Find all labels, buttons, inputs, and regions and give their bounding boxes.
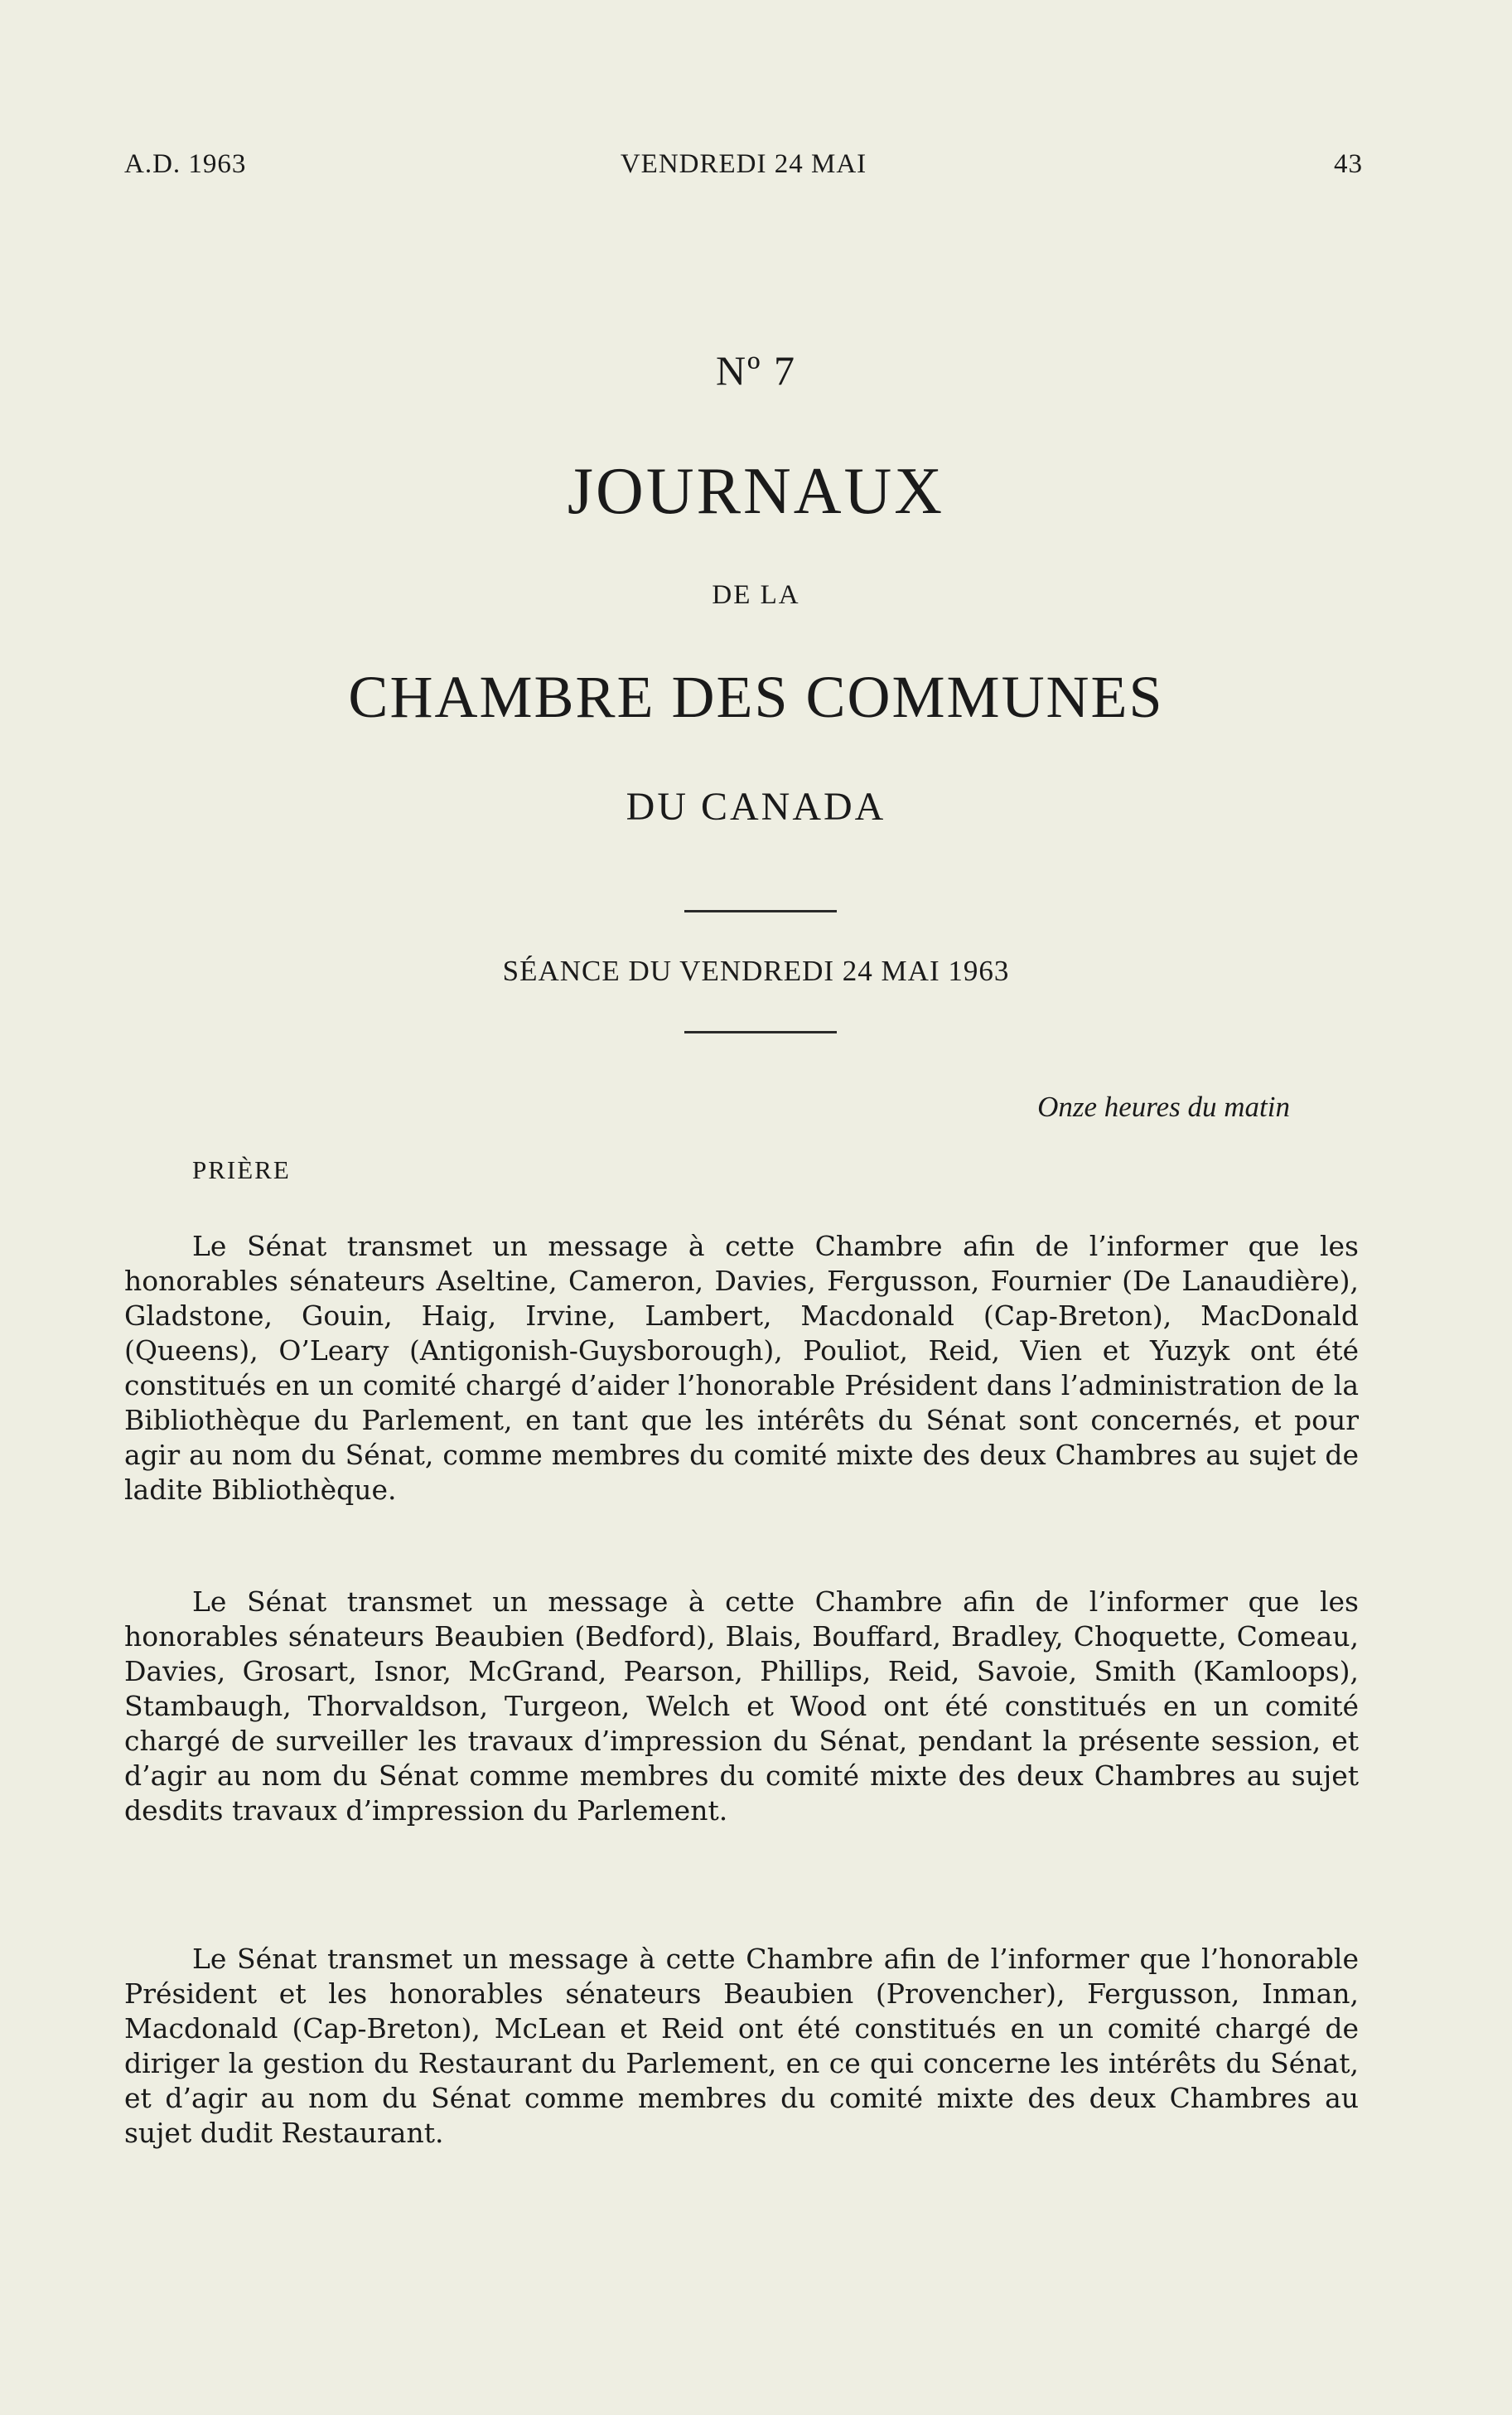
session-heading: SÉANCE DU VENDREDI 24 MAI 1963 <box>502 955 1010 987</box>
title-de-la: DE LA <box>712 580 800 610</box>
title-chambre: CHAMBRE DES COMMUNES <box>348 664 1164 730</box>
senate-message-paragraph: Le Sénat transmet un message à cette Chambre afin de l’informer que les honorables sénateurs Beaubien (Bedford), Blais, Bouffard, Bradley, Choquette, Comeau, Davies, Grosart, Isnor, McGrand, Pearson, Phillips, Reid, Savoie, Smith (Kamloops), Stambaugh, Thorvaldson, Turgeon, Welch et Wood ont été constitués en un comité chargé de surveiller les travaux d’impression du Sénat, pendant la présente session, et d’agir au nom du Sénat comme membres du comité mixte des deux Chambres au sujet desdits travaux d’impression du Parlement. <box>124 1585 1359 1827</box>
title-canada: DU CANADA <box>626 785 886 829</box>
running-header <box>124 149 1363 191</box>
page-number: 43 <box>1334 149 1363 179</box>
senate-message-paragraph: Le Sénat transmet un message à cette Chambre afin de l’informer que les honorables sénateurs Aseltine, Cameron, Davies, Fergusson, Fournier (De Lanaudière), Gladstone, Gouin, Haig, Irvine, Lambert, Macdonald (Cap-Breton), MacDonald (Queens), O’Leary (Antigonish-Guysborough), Pouliot, Reid, Vien et Yuzyk ont été constitués en un comité chargé d’aider l’honorable Président dans l’administration de la Bibliothèque du Parlement, en tant que les intérêts du Sénat sont concernés, et pour agir au nom du Sénat, comme membres du comité mixte des deux Chambres au sujet de ladite Bibliothèque. <box>124 1230 1359 1506</box>
header-date: VENDREDI 24 MAI <box>620 149 867 179</box>
header-year: A.D. 1963 <box>124 149 247 179</box>
journal-number: Nº 7 <box>715 347 797 394</box>
divider-rule <box>684 910 837 912</box>
senate-message-paragraph: Le Sénat transmet un message à cette Chambre afin de l’informer que l’honorable Président et les honorables sénateurs Beaubien (Provencher), Fergusson, Inman, Macdonald (Cap-Breton), McLean et Reid ont été constitués en un comité chargé de diriger la gestion du Restaurant du Parlement, en ce qui concerne les intérêts du Sénat, et d’agir au nom du Sénat comme membres du comité mixte des deux Chambres au sujet dudit Restaurant. <box>124 1943 1359 2149</box>
title-journaux: JOURNAUX <box>567 455 945 528</box>
divider-rule <box>684 1031 837 1033</box>
session-time: Onze heures du matin <box>1037 1091 1290 1123</box>
section-priere: PRIÈRE <box>192 1155 291 1184</box>
